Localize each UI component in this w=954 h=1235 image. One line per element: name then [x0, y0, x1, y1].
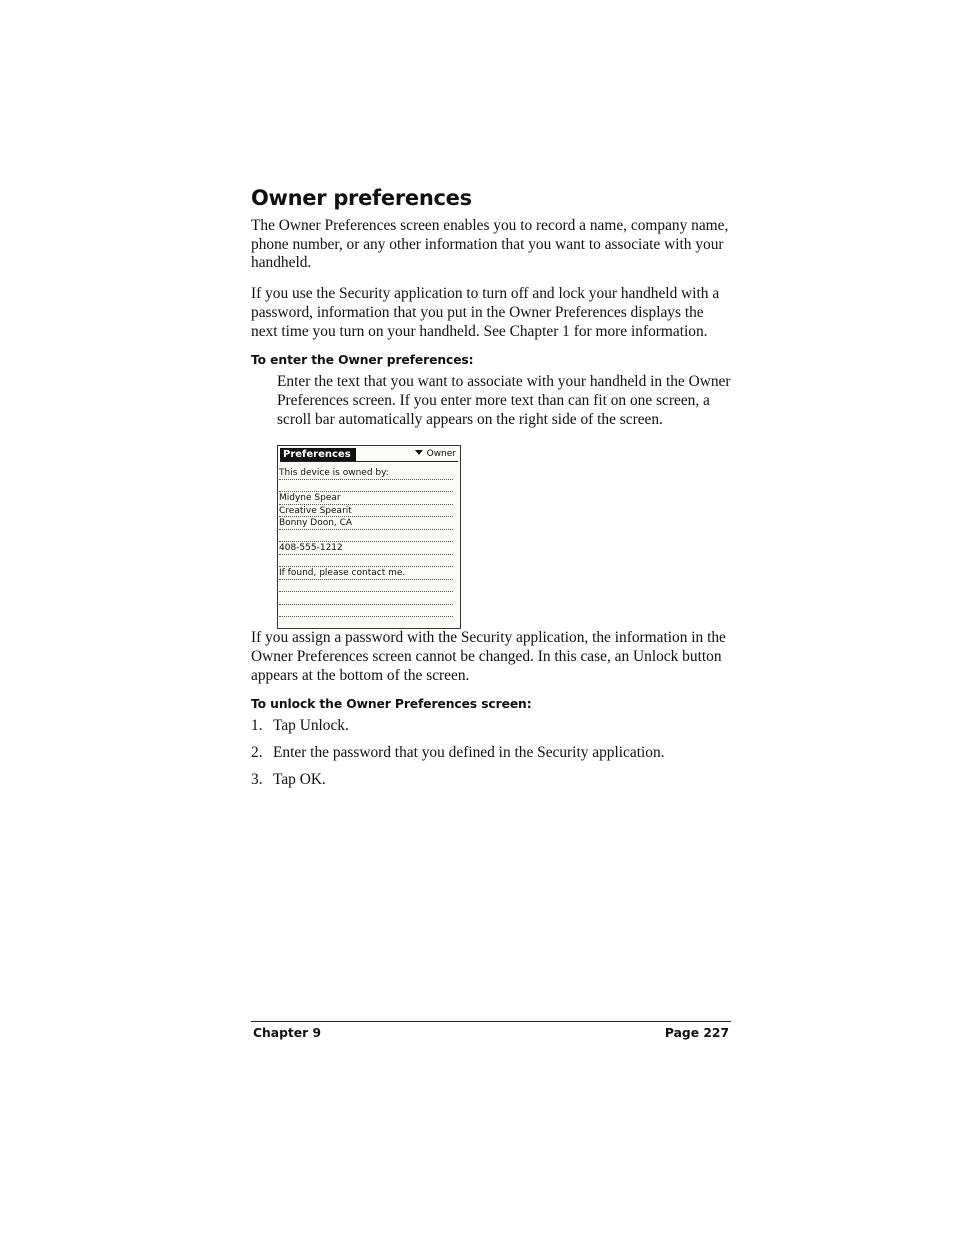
owner-line: This device is owned by:	[279, 467, 453, 480]
device-titlebar	[280, 448, 458, 462]
owner-line	[279, 580, 453, 593]
unlock-steps	[251, 717, 731, 789]
step-number: 2.	[251, 744, 263, 762]
step-item	[251, 744, 731, 763]
password-paragraph: If you assign a password with the Security application, the information in the Owner Preferences screen cannot be changed. In this case, an Unlock button appears at the bottom of the screen.	[251, 629, 726, 684]
owner-line	[279, 530, 453, 543]
step-text: Tap OK.	[273, 770, 326, 788]
step-number: 1.	[251, 717, 263, 735]
triangle-down-icon	[415, 450, 423, 455]
owner-line: 408-555-1212	[279, 542, 453, 555]
owner-text-lines	[279, 467, 453, 617]
step-item	[251, 771, 731, 790]
step-text: Tap Unlock.	[273, 717, 349, 735]
enter-paragraph: Enter the text that you want to associate with your handheld in the Owner Preferences screen. If you enter more text than can fit on one screen, a scroll bar automatically appears on the right side of the screen.	[277, 373, 731, 428]
footer-chapter: Chapter 9	[253, 1026, 321, 1040]
owner-line: Creative Spearit	[279, 505, 453, 518]
intro-paragraph: The Owner Preferences screen enables you to record a name, company name, phone number, or any other information that you want to associate with your handheld.	[251, 217, 729, 272]
enter-heading: To enter the Owner preferences:	[251, 353, 474, 368]
owner-line	[279, 605, 453, 618]
owner-line	[279, 555, 453, 568]
owner-line: Bonny Doon, CA	[279, 517, 453, 530]
owner-line	[279, 480, 453, 493]
page-footer	[251, 1021, 731, 1040]
category-picker	[415, 448, 456, 461]
owner-line: If found, please contact me.	[279, 567, 453, 580]
owner-line	[279, 592, 453, 605]
page-content	[251, 186, 731, 798]
footer-page-number: Page 227	[664, 1026, 729, 1040]
step-number: 3.	[251, 770, 263, 788]
category-picker-label: Owner	[426, 449, 456, 460]
security-paragraph: If you use the Security application to turn off and lock your handheld with a password, information that you put in the Owner Preferences displays the next time you turn on your handheld. See Chapter 1 for more information.	[251, 285, 720, 340]
device-title: Preferences	[280, 448, 356, 461]
step-text: Enter the password that you defined in the Security application.	[273, 744, 665, 762]
unlock-heading: To unlock the Owner Preferences screen:	[251, 697, 532, 712]
step-item	[251, 717, 731, 736]
section-title: Owner preferences	[251, 186, 472, 210]
owner-preferences-screenshot	[277, 445, 461, 629]
owner-line: Midyne Spear	[279, 492, 453, 505]
